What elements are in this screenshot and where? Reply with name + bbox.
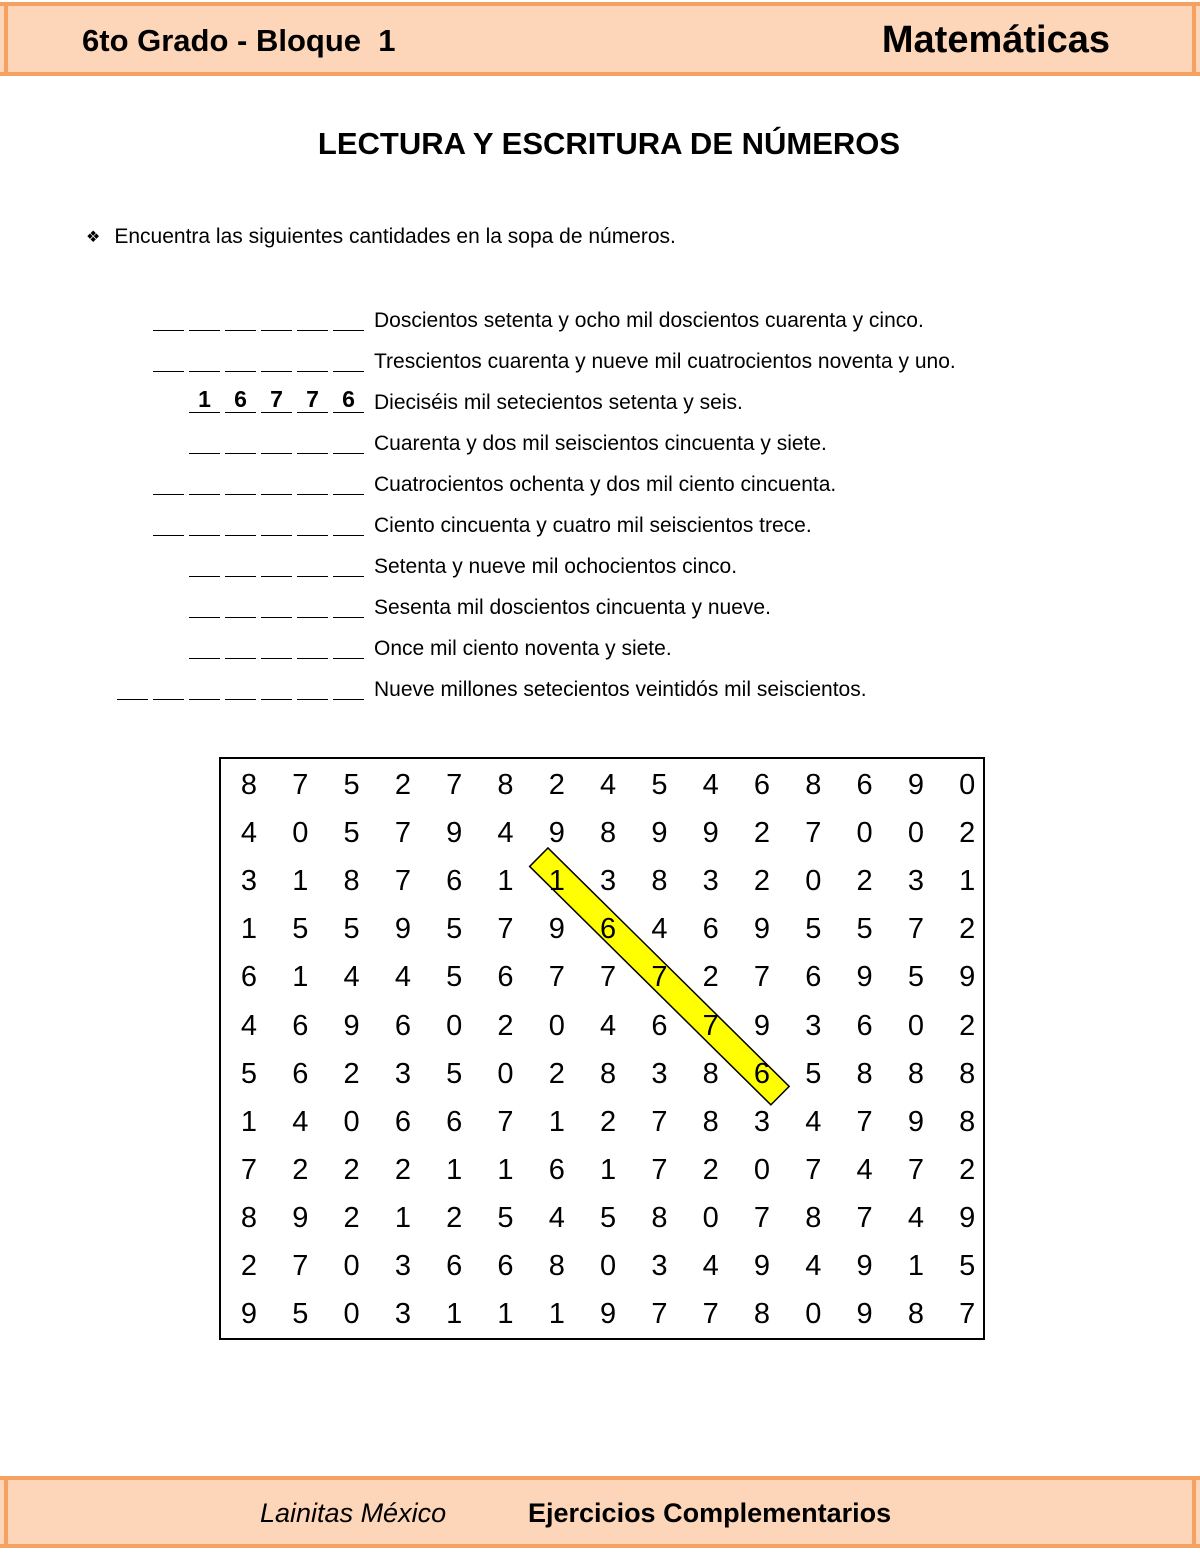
soup-digit[interactable]: 2 xyxy=(240,1250,258,1282)
soup-digit[interactable]: 1 xyxy=(446,1298,463,1331)
soup-digit[interactable]: 9 xyxy=(959,961,976,994)
soup-digit[interactable]: 3 xyxy=(805,1009,822,1042)
soup-digit[interactable]: 1 xyxy=(548,865,565,898)
soup-digit[interactable]: 2 xyxy=(548,1057,565,1090)
soup-digit[interactable]: 0 xyxy=(292,817,309,850)
digit-slot[interactable] xyxy=(225,510,256,536)
digit-slot[interactable] xyxy=(297,551,328,577)
soup-digit[interactable]: 3 xyxy=(753,1105,771,1138)
number-soup-grid xyxy=(219,757,985,1340)
soup-digit[interactable]: 8 xyxy=(959,1105,976,1138)
soup-digit[interactable]: 2 xyxy=(753,817,771,850)
digit-slot[interactable] xyxy=(189,592,220,618)
digit-slot[interactable] xyxy=(333,592,364,618)
digit-slot[interactable] xyxy=(225,551,256,577)
digit-slot[interactable] xyxy=(225,428,256,454)
soup-digit[interactable]: 2 xyxy=(753,865,771,898)
digit-slot[interactable] xyxy=(333,428,364,454)
soup-digit[interactable]: 8 xyxy=(753,1298,771,1331)
soup-digit[interactable]: 2 xyxy=(343,1057,360,1090)
soup-digit[interactable]: 1 xyxy=(394,1201,411,1234)
soup-digit[interactable]: 5 xyxy=(343,913,360,946)
soup-digit[interactable]: 9 xyxy=(907,769,924,801)
exercise-item xyxy=(0,592,1200,626)
digit-slot[interactable] xyxy=(261,510,292,536)
soup-digit[interactable]: 7 xyxy=(240,1153,258,1186)
soup-digit[interactable]: 0 xyxy=(907,817,924,850)
soup-digit[interactable]: 9 xyxy=(394,913,411,946)
answer-blanks[interactable] xyxy=(153,510,364,536)
soup-digit[interactable]: 9 xyxy=(446,817,463,850)
soup-digit[interactable]: 4 xyxy=(497,817,514,850)
soup-digit[interactable]: 5 xyxy=(446,913,463,946)
soup-digit[interactable]: 3 xyxy=(600,865,617,898)
soup-digit[interactable]: 9 xyxy=(856,1250,873,1282)
soup-digit[interactable]: 2 xyxy=(959,1153,976,1186)
soup-digit[interactable]: 8 xyxy=(497,769,514,801)
soup-digit[interactable]: 9 xyxy=(343,1009,360,1042)
digit-slot[interactable] xyxy=(225,305,256,331)
digit-slot[interactable] xyxy=(117,674,148,700)
digit-slot[interactable] xyxy=(297,633,328,659)
digit-slot[interactable] xyxy=(189,674,220,700)
soup-digit[interactable]: 2 xyxy=(959,913,976,946)
soup-digit[interactable]: 8 xyxy=(805,769,822,801)
soup-digit[interactable]: 8 xyxy=(651,865,668,898)
soup-digit[interactable]: 6 xyxy=(702,913,719,946)
soup-digit[interactable]: 5 xyxy=(805,1057,822,1090)
soup-digit[interactable]: 3 xyxy=(651,1057,668,1090)
soup-digit[interactable]: 1 xyxy=(497,1153,514,1186)
number-in-words: Nueve millones setecientos veintidós mil seiscientos. xyxy=(374,678,867,701)
soup-digit[interactable]: 4 xyxy=(805,1250,822,1282)
soup-digit[interactable]: 5 xyxy=(856,913,873,946)
soup-digit[interactable]: 6 xyxy=(856,769,873,801)
soup-digit[interactable]: 7 xyxy=(497,1105,514,1138)
exercise-item xyxy=(0,674,1200,708)
answer-blanks[interactable] xyxy=(189,428,364,454)
soup-digit[interactable]: 3 xyxy=(240,865,258,898)
soup-digit[interactable]: 7 xyxy=(805,817,822,850)
soup-digit[interactable]: 8 xyxy=(702,1057,719,1090)
soup-digit[interactable]: 2 xyxy=(394,769,411,801)
digit-slot[interactable] xyxy=(297,305,328,331)
soup-digit[interactable]: 6 xyxy=(394,1009,411,1042)
grade-block-label: 6to Grado - Bloque 1 xyxy=(82,23,396,58)
soup-digit[interactable]: 9 xyxy=(959,1201,976,1234)
soup-digit[interactable]: 0 xyxy=(805,865,822,898)
soup-digit[interactable]: 2 xyxy=(343,1153,360,1186)
soup-digit[interactable]: 9 xyxy=(292,1201,309,1234)
digit-slot[interactable] xyxy=(297,592,328,618)
soup-digit[interactable]: 4 xyxy=(600,1009,617,1042)
soup-digit[interactable]: 5 xyxy=(240,1057,258,1090)
soup-digit[interactable]: 2 xyxy=(702,1153,719,1186)
digit-slot[interactable] xyxy=(261,633,292,659)
digit-slot[interactable] xyxy=(153,346,184,372)
number-in-words: Dieciséis mil setecientos setenta y seis. xyxy=(374,391,743,414)
soup-digit[interactable]: 6 xyxy=(292,1009,309,1042)
exercise-item xyxy=(0,551,1200,585)
soup-digit[interactable]: 2 xyxy=(856,865,873,898)
soup-digit[interactable]: 8 xyxy=(907,1298,924,1331)
soup-digit[interactable]: 7 xyxy=(651,1105,668,1138)
soup-digit[interactable]: 7 xyxy=(856,1105,873,1138)
digit-slot[interactable] xyxy=(189,469,220,495)
instruction-text: Encuentra las siguientes cantidades en la sopa de números. xyxy=(114,225,676,248)
soup-digit[interactable]: 9 xyxy=(856,961,873,994)
soup-digit[interactable]: 5 xyxy=(959,1250,976,1282)
digit-slot[interactable] xyxy=(333,346,364,372)
soup-digit[interactable]: 7 xyxy=(651,1153,668,1186)
soup-digit[interactable]: 2 xyxy=(292,1153,309,1186)
exercise-item xyxy=(0,428,1200,462)
soup-digit[interactable]: 4 xyxy=(240,1009,258,1042)
number-in-words: Setenta y nueve mil ochocientos cinco. xyxy=(374,555,738,578)
soup-digit[interactable]: 8 xyxy=(805,1201,822,1234)
soup-digit[interactable]: 9 xyxy=(753,1009,771,1042)
digit-slot[interactable]: 6 xyxy=(333,387,364,413)
digit-slot[interactable] xyxy=(333,633,364,659)
soup-digit[interactable]: 6 xyxy=(753,1057,771,1090)
soup-digit[interactable]: 7 xyxy=(446,769,463,801)
soup-digit[interactable]: 8 xyxy=(651,1201,668,1234)
digit-slot[interactable]: 6 xyxy=(225,387,256,413)
soup-digit[interactable]: 7 xyxy=(907,913,924,946)
number-in-words: Cuarenta y dos mil seiscientos cincuenta y siete. xyxy=(374,432,827,455)
soup-digit[interactable]: 5 xyxy=(343,817,360,850)
number-in-words: Cuatrocientos ochenta y dos mil ciento cincuenta. xyxy=(374,473,837,496)
soup-digit[interactable]: 4 xyxy=(702,1250,719,1282)
soup-digit[interactable]: 5 xyxy=(292,913,309,946)
soup-digit[interactable]: 4 xyxy=(343,961,360,994)
instruction xyxy=(86,225,676,249)
soup-digit[interactable]: 6 xyxy=(240,961,258,994)
soup-digit[interactable]: 7 xyxy=(497,913,514,946)
digit-slot[interactable] xyxy=(297,510,328,536)
digit-slot[interactable] xyxy=(333,551,364,577)
soup-digit[interactable]: 3 xyxy=(394,1057,411,1090)
digit-slot[interactable] xyxy=(153,305,184,331)
soup-digit[interactable]: 7 xyxy=(753,1201,771,1234)
soup-digit[interactable]: 1 xyxy=(548,1105,565,1138)
soup-digit[interactable]: 8 xyxy=(600,817,617,850)
soup-digit[interactable]: 2 xyxy=(702,961,719,994)
soup-digit[interactable]: 0 xyxy=(856,817,873,850)
soup-digit[interactable]: 9 xyxy=(548,817,565,850)
soup-digit[interactable]: 8 xyxy=(240,1201,258,1234)
digit-slot[interactable] xyxy=(333,469,364,495)
soup-digit[interactable]: 5 xyxy=(446,961,463,994)
page-title: LECTURA Y ESCRITURA DE NÚMEROS xyxy=(317,126,901,161)
digit-slot[interactable] xyxy=(261,674,292,700)
digit-slot[interactable] xyxy=(297,674,328,700)
digit-slot[interactable] xyxy=(225,674,256,700)
soup-digit[interactable]: 8 xyxy=(343,865,360,898)
soup-digit[interactable]: 0 xyxy=(600,1250,617,1282)
number-in-words: Trescientos cuarenta y nueve mil cuatrocientos noventa y uno. xyxy=(374,350,956,373)
soup-digit[interactable]: 5 xyxy=(343,769,360,801)
soup-digit[interactable]: 5 xyxy=(805,913,822,946)
soup-digit[interactable]: 7 xyxy=(702,1009,719,1042)
soup-digit[interactable]: 7 xyxy=(856,1201,873,1234)
soup-digit[interactable]: 3 xyxy=(907,865,924,898)
digit-slot[interactable] xyxy=(189,346,220,372)
digit-slot[interactable] xyxy=(297,428,328,454)
soup-digit[interactable]: 6 xyxy=(856,1009,873,1042)
soup-digit[interactable]: 8 xyxy=(856,1057,873,1090)
soup-digit[interactable]: 0 xyxy=(548,1009,565,1042)
soup-digit[interactable]: 6 xyxy=(497,1250,514,1282)
footer-title: Ejercicios Complementarios xyxy=(528,1498,892,1528)
soup-digit[interactable]: 9 xyxy=(651,817,668,850)
digit-slot[interactable] xyxy=(153,674,184,700)
soup-digit[interactable]: 7 xyxy=(702,1298,719,1331)
digit-slot[interactable]: 1 xyxy=(189,387,220,413)
soup-digit[interactable]: 6 xyxy=(292,1057,309,1090)
soup-digit[interactable]: 8 xyxy=(240,769,258,801)
soup-digit[interactable]: 2 xyxy=(497,1009,514,1042)
header-banner xyxy=(0,2,1200,76)
soup-digit[interactable]: 2 xyxy=(548,769,565,801)
answer-blanks[interactable] xyxy=(189,633,364,659)
digit-slot[interactable] xyxy=(225,346,256,372)
soup-digit[interactable]: 7 xyxy=(394,865,411,898)
soup-digit[interactable]: 5 xyxy=(600,1201,617,1234)
soup-digit[interactable]: 6 xyxy=(446,1105,463,1138)
digit-slot[interactable] xyxy=(153,510,184,536)
soup-digit[interactable]: 9 xyxy=(548,913,565,946)
digit-slot[interactable] xyxy=(261,428,292,454)
soup-digit[interactable]: 0 xyxy=(805,1298,822,1331)
answer-blanks[interactable] xyxy=(189,592,364,618)
soup-digit[interactable]: 9 xyxy=(600,1298,617,1331)
soup-digit[interactable]: 7 xyxy=(753,961,771,994)
digit-slot[interactable]: 7 xyxy=(297,387,328,413)
diamond-bullet-icon: ❖ xyxy=(86,229,101,246)
soup-digit[interactable]: 8 xyxy=(600,1057,617,1090)
soup-digit[interactable]: 1 xyxy=(600,1153,617,1186)
soup-digit[interactable]: 6 xyxy=(394,1105,411,1138)
digit-slot[interactable] xyxy=(225,469,256,495)
soup-digit[interactable]: 7 xyxy=(394,817,411,850)
soup-digit[interactable]: 2 xyxy=(446,1201,463,1234)
soup-digit[interactable]: 0 xyxy=(959,769,976,801)
soup-digit[interactable]: 5 xyxy=(497,1201,514,1234)
soup-digit[interactable]: 5 xyxy=(292,1298,309,1331)
exercise-item xyxy=(0,633,1200,667)
soup-digit[interactable]: 1 xyxy=(240,1105,258,1138)
soup-digit[interactable]: 4 xyxy=(702,769,719,801)
digit-slot[interactable] xyxy=(189,305,220,331)
soup-digit[interactable]: 7 xyxy=(548,961,565,994)
soup-digit[interactable]: 1 xyxy=(548,1298,565,1331)
footer-brand: Lainitas México xyxy=(260,1498,447,1528)
answer-blanks[interactable] xyxy=(189,551,364,577)
digit-slot[interactable] xyxy=(261,305,292,331)
soup-digit[interactable]: 5 xyxy=(907,961,924,994)
soup-digit[interactable]: 2 xyxy=(959,817,976,850)
digit-slot[interactable] xyxy=(261,592,292,618)
soup-digit[interactable]: 4 xyxy=(292,1105,309,1138)
soup-digit[interactable]: 8 xyxy=(702,1105,719,1138)
soup-digit[interactable]: 1 xyxy=(907,1250,924,1282)
soup-digit[interactable]: 7 xyxy=(907,1153,924,1186)
number-in-words: Ciento cincuenta y cuatro mil seiscientos trece. xyxy=(374,514,812,537)
digit-slot[interactable] xyxy=(189,428,220,454)
number-in-words: Sesenta mil doscientos cincuenta y nueve. xyxy=(374,596,771,619)
soup-digit[interactable]: 0 xyxy=(753,1153,771,1186)
soup-digit[interactable]: 6 xyxy=(651,1009,668,1042)
soup-digit[interactable]: 0 xyxy=(446,1009,463,1042)
soup-digit[interactable]: 7 xyxy=(805,1153,822,1186)
soup-digit[interactable]: 4 xyxy=(394,961,411,994)
exercise-item xyxy=(0,346,1200,380)
soup-digit[interactable]: 0 xyxy=(702,1201,719,1234)
digit-slot[interactable] xyxy=(153,469,184,495)
soup-digit[interactable]: 1 xyxy=(292,865,309,898)
soup-digit[interactable]: 7 xyxy=(651,961,668,994)
exercise-item xyxy=(0,387,1200,421)
soup-digit[interactable]: 6 xyxy=(548,1153,565,1186)
answer-blanks[interactable] xyxy=(189,387,364,413)
soup-digit[interactable]: 3 xyxy=(702,865,719,898)
soup-digit[interactable]: 7 xyxy=(600,961,617,994)
soup-digit[interactable]: 3 xyxy=(651,1250,668,1282)
digit-slot[interactable] xyxy=(333,674,364,700)
soup-digit[interactable]: 9 xyxy=(856,1298,873,1331)
soup-digit[interactable]: 7 xyxy=(292,769,309,801)
soup-digit[interactable]: 1 xyxy=(497,1298,514,1331)
soup-digit[interactable]: 0 xyxy=(907,1009,924,1042)
soup-digit[interactable]: 1 xyxy=(240,913,258,946)
soup-digit[interactable]: 6 xyxy=(600,913,617,946)
soup-digit[interactable]: 4 xyxy=(548,1201,565,1234)
soup-digit[interactable]: 4 xyxy=(856,1153,873,1186)
soup-digit[interactable]: 6 xyxy=(805,961,822,994)
number-in-words: Once mil ciento noventa y siete. xyxy=(374,637,672,660)
soup-digit[interactable]: 4 xyxy=(651,913,668,946)
soup-digit[interactable]: 8 xyxy=(907,1057,924,1090)
digit-slot[interactable] xyxy=(189,633,220,659)
digit-slot[interactable] xyxy=(297,469,328,495)
soup-digit[interactable]: 0 xyxy=(497,1057,514,1090)
answer-blanks[interactable] xyxy=(153,346,364,372)
exercise-item xyxy=(0,305,1200,339)
soup-digit[interactable]: 4 xyxy=(805,1105,822,1138)
soup-digit[interactable]: 9 xyxy=(702,817,719,850)
soup-digit[interactable]: 9 xyxy=(240,1298,258,1331)
soup-digit[interactable]: 0 xyxy=(343,1105,360,1138)
soup-digit[interactable]: 5 xyxy=(446,1057,463,1090)
soup-digit[interactable]: 2 xyxy=(600,1105,617,1138)
digit-slot[interactable] xyxy=(333,305,364,331)
soup-digit[interactable]: 8 xyxy=(959,1057,976,1090)
soup-digit[interactable]: 9 xyxy=(907,1105,924,1138)
soup-digit[interactable]: 3 xyxy=(394,1250,411,1282)
soup-digit[interactable]: 1 xyxy=(292,961,309,994)
digit-slot[interactable] xyxy=(261,551,292,577)
soup-digit[interactable]: 6 xyxy=(446,865,463,898)
digit-slot[interactable] xyxy=(225,592,256,618)
soup-digit[interactable]: 8 xyxy=(548,1250,565,1282)
digit-slot[interactable] xyxy=(225,633,256,659)
soup-digit[interactable]: 5 xyxy=(651,769,668,801)
soup-digit[interactable]: 7 xyxy=(292,1250,309,1282)
soup-digit[interactable]: 6 xyxy=(446,1250,463,1282)
subject-label: Matemáticas xyxy=(881,19,1110,61)
soup-digit[interactable]: 4 xyxy=(600,769,617,801)
answer-blanks[interactable] xyxy=(153,469,364,495)
soup-digit[interactable]: 9 xyxy=(753,913,771,946)
soup-digit[interactable]: 1 xyxy=(959,865,976,898)
soup-digit[interactable]: 4 xyxy=(240,817,258,850)
soup-digit[interactable]: 6 xyxy=(497,961,514,994)
soup-digit[interactable]: 2 xyxy=(343,1201,360,1234)
soup-digit[interactable]: 6 xyxy=(753,769,771,801)
soup-digit[interactable]: 7 xyxy=(959,1298,976,1331)
number-in-words: Doscientos setenta y ocho mil doscientos cuarenta y cinco. xyxy=(374,309,924,332)
soup-digit[interactable]: 1 xyxy=(497,865,514,898)
digit-slot[interactable] xyxy=(333,510,364,536)
exercise-item xyxy=(0,510,1200,544)
soup-digit[interactable]: 4 xyxy=(907,1201,924,1234)
soup-digit[interactable]: 3 xyxy=(394,1298,411,1331)
digit-slot[interactable] xyxy=(261,469,292,495)
soup-digit[interactable]: 2 xyxy=(959,1009,976,1042)
footer-banner xyxy=(0,1476,1200,1548)
exercise-item xyxy=(0,469,1200,503)
answer-blanks[interactable] xyxy=(117,674,364,700)
soup-digit[interactable]: 1 xyxy=(446,1153,463,1186)
digit-slot[interactable] xyxy=(189,551,220,577)
digit-slot[interactable] xyxy=(261,346,292,372)
soup-digit[interactable]: 2 xyxy=(394,1153,411,1186)
digit-slot[interactable]: 7 xyxy=(261,387,292,413)
soup-digit[interactable]: 0 xyxy=(343,1250,360,1282)
soup-digit[interactable]: 0 xyxy=(343,1298,360,1331)
soup-digit[interactable]: 7 xyxy=(651,1298,668,1331)
answer-blanks[interactable] xyxy=(153,305,364,331)
digit-slot[interactable] xyxy=(297,346,328,372)
digit-slot[interactable] xyxy=(189,510,220,536)
soup-digit[interactable]: 9 xyxy=(753,1250,771,1282)
